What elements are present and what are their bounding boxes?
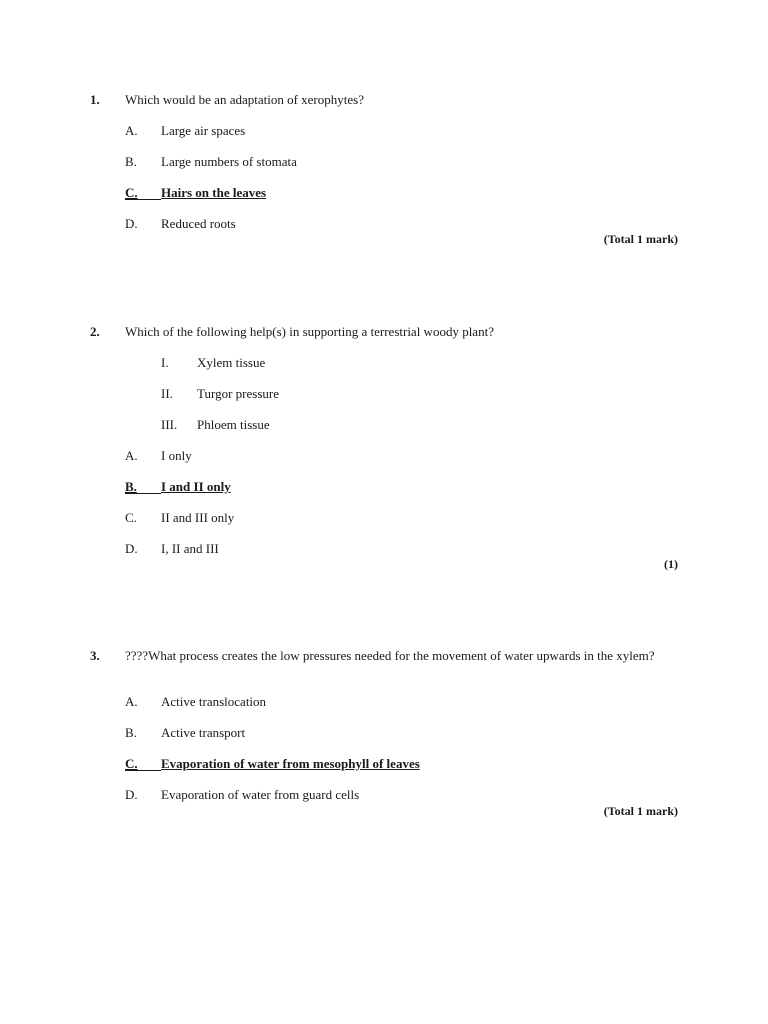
option-b-correct-answer: [0, 479, 768, 495]
option-letter: B.: [125, 154, 137, 169]
question-text: ????What process creates the low pressures needed for the movement of water upwards in the xylem?: [125, 648, 655, 663]
option-b: [0, 154, 768, 170]
mark-label: (1): [664, 557, 678, 571]
option-letter: C.: [125, 756, 138, 771]
option-text: Large air spaces: [161, 123, 246, 138]
option-letter: B.: [125, 479, 137, 494]
question-number: 1.: [90, 92, 100, 107]
option-text: Reduced roots: [161, 216, 236, 231]
statement-i: [0, 355, 768, 371]
statement-ii: [0, 386, 768, 402]
option-letter: D.: [125, 787, 138, 802]
question-number: 2.: [90, 324, 100, 339]
option-letter: D.: [125, 216, 138, 231]
option-a: [0, 448, 768, 464]
mark-label: (Total 1 mark): [603, 804, 678, 818]
statement-numeral: I.: [161, 355, 169, 370]
statement-iii: [0, 417, 768, 433]
option-letter: C.: [125, 185, 138, 200]
option-c-correct-answer: [0, 185, 768, 201]
option-letter: C.: [125, 510, 137, 525]
option-text: Active transport: [161, 725, 246, 740]
question-text: Which of the following help(s) in supporting a terrestrial woody plant?: [125, 324, 494, 339]
question-number: 3.: [90, 648, 100, 663]
option-text: Evaporation of water from mesophyll of leaves: [161, 756, 420, 771]
option-letter: D.: [125, 541, 138, 556]
statement-text: Phloem tissue: [197, 417, 270, 432]
option-text: II and III only: [161, 510, 235, 525]
option-text: Hairs on the leaves: [161, 185, 267, 200]
option-text: I and II only: [161, 479, 231, 494]
statement-text: Turgor pressure: [197, 386, 279, 401]
option-d: [0, 216, 768, 232]
option-letter: B.: [125, 725, 137, 740]
option-a: [0, 694, 768, 710]
option-letter: A.: [125, 448, 138, 463]
option-text: Active translocation: [161, 694, 267, 709]
statement-text: Xylem tissue: [197, 355, 266, 370]
option-c-correct-answer: [0, 756, 768, 772]
option-text: Large numbers of stomata: [161, 154, 297, 169]
option-b: [0, 725, 768, 741]
option-a: [0, 123, 768, 139]
option-text: I only: [161, 448, 192, 463]
statement-numeral: II.: [161, 386, 173, 401]
option-letter: A.: [125, 694, 138, 709]
option-d: [0, 787, 768, 803]
option-letter: A.: [125, 123, 138, 138]
option-text: I, II and III: [161, 541, 219, 556]
question-text: Which would be an adaptation of xerophytes?: [125, 92, 364, 107]
statement-numeral: III.: [161, 417, 178, 432]
option-c: [0, 510, 768, 526]
option-text: Evaporation of water from guard cells: [161, 787, 360, 802]
mark-label: (Total 1 mark): [603, 232, 678, 246]
option-d: [0, 541, 768, 557]
